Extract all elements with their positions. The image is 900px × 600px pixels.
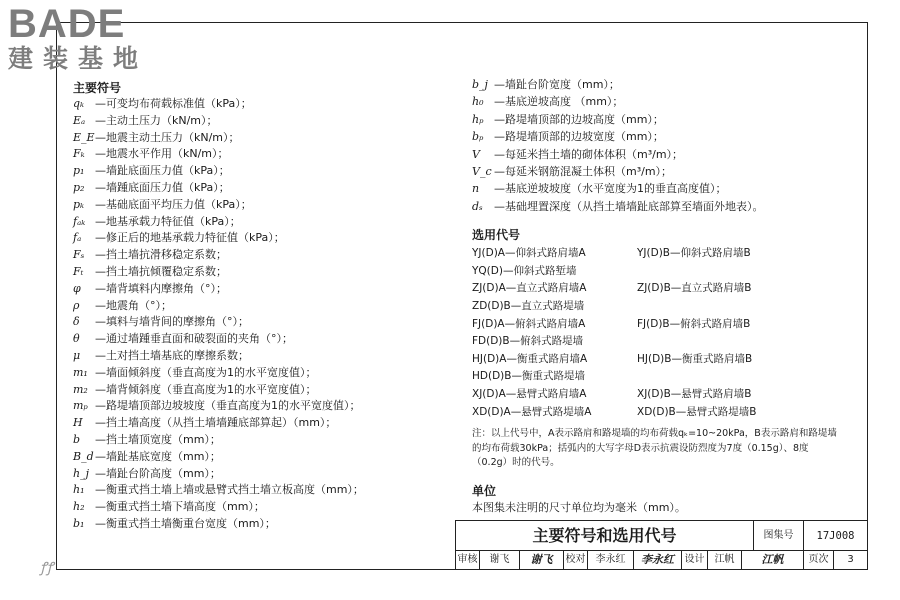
symbols-list-continued <box>472 76 852 215</box>
symbol-definition: —每延米挡土墙的砌体体积（m³/m）； <box>494 147 684 161</box>
symbol-definition: —基底逆坡高度 （mm）； <box>494 95 624 109</box>
code-entry: ZJ(D)A—直立式路肩墙A <box>472 282 587 295</box>
symbol-definition: —地震水平作用（kN/m）； <box>95 147 229 161</box>
symbol-definition: —墙背倾斜度（垂直高度为1的水平宽度值）； <box>95 382 317 396</box>
atlas-number: 17J008 <box>804 521 867 551</box>
symbol-definition: —可变均布荷载标准值（kPa）； <box>95 97 252 110</box>
symbol: ρ <box>73 298 80 312</box>
symbol-definition: —挡土墙高度（从挡土墙墙踵底部算起）（mm）； <box>95 416 337 430</box>
symbol: qₖ <box>73 97 85 110</box>
symbol-definition: —衡重式挡土墙上墙或悬臂式挡土墙立板高度（mm）； <box>95 483 364 497</box>
symbol: V_c <box>472 165 492 179</box>
symbol: Fₖ <box>73 147 85 161</box>
code-entry: HJ(D)A—衡重式路肩墙A <box>472 352 588 365</box>
symbol: h₂ <box>73 500 85 514</box>
symbol-definition: —土对挡土墙基底的摩擦系数； <box>95 348 249 362</box>
symbol-definition: —基础底面平均压力值（kPa）； <box>95 197 252 211</box>
code-row <box>472 386 852 404</box>
code-row <box>472 298 852 316</box>
symbols-heading: 主要符号 <box>73 81 122 95</box>
symbol-definition: —基础埋置深度（从挡土墙墙趾底部算至墙面外地表）。 <box>494 199 764 213</box>
codes-heading: 选用代号 <box>472 228 521 243</box>
symbol: h₁ <box>73 483 85 497</box>
code-entry: HJ(D)B—衡重式路肩墙B <box>637 352 753 365</box>
designer-signature: 江帆 <box>742 551 804 569</box>
symbol-row <box>73 365 468 382</box>
symbol-definition: —墙背填料内摩擦角（°）； <box>95 281 227 295</box>
code-entry: FJ(D)B—俯斜式路肩墙B <box>637 317 751 330</box>
symbol-definition: —墙趾台阶高度（mm）； <box>95 466 221 480</box>
title-block <box>455 520 868 570</box>
symbol-definition: —墙踵底面压力值（kPa）； <box>95 180 230 194</box>
symbol: H <box>73 416 83 430</box>
symbol: bₚ <box>472 130 484 144</box>
symbol-row <box>472 198 852 215</box>
symbol-definition: —衡重式挡土墙下墙高度（mm）； <box>95 500 265 514</box>
symbol: p₁ <box>73 164 85 178</box>
symbol: h₀ <box>472 95 484 109</box>
scan-corner-mark: ꝭꝭ <box>40 560 54 576</box>
symbols-column-right <box>472 76 852 517</box>
symbol-row <box>73 113 468 130</box>
symbol-definition: —主动土压力（kN/m）； <box>95 113 218 127</box>
symbol-row <box>73 482 468 499</box>
symbol-row <box>73 432 468 449</box>
codes-grid <box>472 245 852 421</box>
symbol-definition: —墙趾底面压力值（kPa）； <box>95 164 230 178</box>
symbol: μ <box>73 348 81 362</box>
symbol-row <box>73 499 468 516</box>
review-label: 审核 <box>456 551 480 569</box>
symbol-row <box>73 314 468 331</box>
symbol-definition: —路堤墙顶部边坡坡度（垂直高度为1的水平宽度值）； <box>95 399 361 413</box>
symbols-list <box>73 96 468 533</box>
symbol-definition: —墙趾基底宽度（mm）； <box>95 449 221 463</box>
reviewer-signature: 谢飞 <box>520 551 564 569</box>
symbol: φ <box>73 281 81 295</box>
unit-heading: 单位 <box>472 483 497 498</box>
symbol: Eₐ <box>73 113 86 127</box>
symbol-definition: —挡土墙顶宽度（mm）； <box>95 432 221 446</box>
symbol-row <box>472 146 852 163</box>
code-entry: XD(D)B—悬臂式路堤墙B <box>637 405 757 418</box>
symbol-row <box>73 348 468 365</box>
symbol: h_j <box>73 466 89 480</box>
symbol-definition: —每延米钢筋混凝土体积（m³/m）； <box>494 165 673 179</box>
symbol-definition: —通过墙踵垂直面和破裂面的夹角（°）； <box>95 332 293 346</box>
symbol-row <box>73 163 468 180</box>
symbol: Fₜ <box>73 264 84 278</box>
page-label: 页次 <box>804 551 834 569</box>
checker-name: 李永红 <box>588 551 634 569</box>
symbol-row <box>73 516 468 533</box>
symbol-row <box>73 180 468 197</box>
code-entry: XJ(D)B—悬臂式路肩墙B <box>637 388 752 400</box>
symbols-column-left <box>73 80 468 533</box>
symbol-row <box>73 146 468 163</box>
code-row <box>472 263 852 281</box>
symbol-definition: —挡土墙抗滑移稳定系数； <box>95 248 227 262</box>
symbol-row <box>73 331 468 348</box>
symbol-row <box>73 96 468 113</box>
symbol-row <box>472 76 852 93</box>
logo-brand: BADE <box>8 2 126 46</box>
symbol-row <box>472 180 852 197</box>
symbol: fₐ <box>73 231 82 245</box>
symbol-definition: —墙面倾斜度（垂直高度为1的水平宽度值）； <box>95 365 317 379</box>
symbol-definition: —路堤墙顶部的边坡宽度（mm）； <box>494 130 664 144</box>
symbol-row <box>73 466 468 483</box>
symbol-row <box>472 163 852 180</box>
drawing-title: 主要符号和选用代号 <box>456 521 754 551</box>
symbol: V <box>472 147 480 161</box>
symbol-row <box>472 93 852 110</box>
symbol-row <box>73 298 468 315</box>
unit-text: 本图集未注明的尺寸单位均为毫米（mm）。 <box>472 500 686 514</box>
symbol: dₛ <box>472 199 483 213</box>
symbol-definition: —挡土墙抗倾覆稳定系数； <box>95 264 227 278</box>
code-entry: ZJ(D)B—直立式路肩墙B <box>637 282 752 295</box>
symbol-definition: —填料与墙背间的摩擦角（°）； <box>95 315 249 329</box>
symbol-row <box>73 281 468 298</box>
symbol-row <box>73 449 468 466</box>
symbol: n <box>472 182 480 196</box>
symbol-row <box>73 398 468 415</box>
code-entry: YJ(D)B—仰斜式路肩墙B <box>637 247 751 260</box>
symbol-row <box>73 264 468 281</box>
symbol: δ <box>73 315 80 329</box>
checker-signature: 李永红 <box>634 551 682 569</box>
code-row <box>472 351 852 369</box>
symbol: Fₛ <box>73 248 85 262</box>
logo-brand-cn: 建装基地 <box>8 44 149 73</box>
atlas-label: 图集号 <box>754 521 804 551</box>
symbol: b_j <box>472 78 488 91</box>
symbol: b <box>73 432 81 446</box>
symbol: p₂ <box>73 180 85 194</box>
symbol-definition: —路堤墙顶部的边坡高度（mm）； <box>494 112 664 126</box>
symbol-row <box>73 197 468 214</box>
symbol-row <box>73 214 468 231</box>
symbol-row <box>73 382 468 399</box>
symbol-definition: —地基承载力特征值（kPa）； <box>95 214 241 228</box>
symbol-row <box>472 128 852 145</box>
page-number: 3 <box>847 554 854 565</box>
symbol-row <box>472 111 852 128</box>
symbol: hₚ <box>472 112 484 126</box>
symbol: mₚ <box>73 399 88 413</box>
signature-row <box>456 551 867 569</box>
code-row <box>472 368 852 386</box>
code-row <box>472 280 852 298</box>
code-entry: YQ(D)—仰斜式路堑墙 <box>472 264 577 277</box>
code-entry: FD(D)B—俯斜式路堤墙 <box>472 335 584 348</box>
symbol: E_E <box>73 130 95 144</box>
symbol-definition: —地震角（°）； <box>95 298 172 312</box>
symbol-definition: —墙趾台阶宽度（mm）； <box>494 78 620 91</box>
symbol-row <box>73 415 468 432</box>
check-label: 校对 <box>564 551 588 569</box>
symbol-row <box>73 247 468 264</box>
code-entry: FJ(D)A—俯斜式路肩墙A <box>472 317 586 330</box>
symbol-definition: —修正后的地基承载力特征值（kPa）； <box>95 231 285 245</box>
code-row <box>472 245 852 263</box>
symbol-definition: —基底逆坡坡度（水平宽度为1的垂直高度值）； <box>494 182 727 196</box>
designer-name: 江帆 <box>708 551 742 569</box>
code-entry: HD(D)B—衡重式路堤墙 <box>472 370 585 383</box>
reviewer-name: 谢飞 <box>480 551 520 569</box>
symbol: θ <box>73 332 80 346</box>
symbol: pₖ <box>73 197 85 211</box>
symbol: B_d <box>73 449 94 463</box>
symbol-row <box>73 130 468 147</box>
watermark-logo <box>8 4 148 74</box>
code-row <box>472 404 852 422</box>
code-entry: XJ(D)A—悬臂式路肩墙A <box>472 388 587 400</box>
codes-note: 注：以上代号中，A表示路肩和路堤墙的均布荷载qₖ=10~20kPa，B表示路肩和路堤墙的均布荷载30kPa；括弧内的大写字母D表示抗震设防烈度为7度（0.15g）、8度（0.2g）时的代号。 <box>472 428 837 469</box>
symbol: m₁ <box>73 365 88 379</box>
symbol: b₁ <box>73 516 85 530</box>
code-row <box>472 316 852 334</box>
symbol-definition: —衡重式挡土墙衡重台宽度（mm）； <box>95 516 276 530</box>
code-entry: YJ(D)A—仰斜式路肩墙A <box>472 247 586 260</box>
code-row <box>472 333 852 351</box>
symbol-row <box>73 230 468 247</box>
symbol: m₂ <box>73 382 88 396</box>
code-entry: ZD(D)B—直立式路堤墙 <box>472 300 585 313</box>
symbol: fₐₖ <box>73 214 86 228</box>
design-label: 设计 <box>682 551 708 569</box>
code-entry: XD(D)A—悬臂式路堤墙A <box>472 405 592 418</box>
symbol-definition: —地震主动土压力（kN/m）； <box>95 130 240 144</box>
